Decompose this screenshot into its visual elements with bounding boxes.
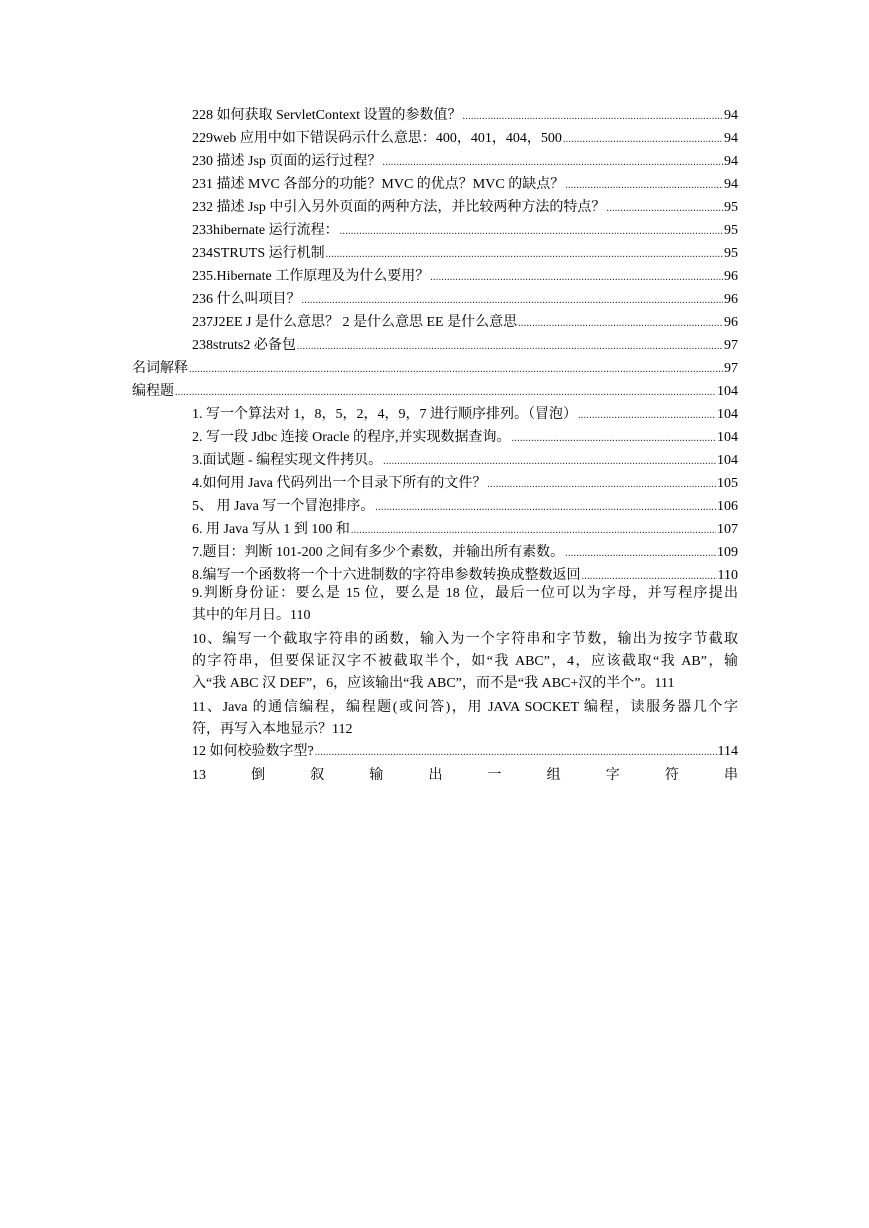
toc-entry-p7[interactable] bbox=[192, 542, 738, 564]
toc-entry-line: 10、编写一个截取字符串的函数，输入为一个字符串和字节数，输出为按字节截取 bbox=[192, 632, 738, 647]
toc-entry-char: 符 bbox=[664, 768, 679, 783]
toc-entry-char: 串 bbox=[723, 768, 738, 783]
toc-entry-page: 110 bbox=[717, 568, 738, 583]
toc-entry-title: 238struts2 必备包 bbox=[192, 338, 296, 353]
dot-leader bbox=[487, 474, 716, 496]
dot-leader bbox=[340, 221, 723, 243]
dot-leader bbox=[302, 290, 724, 312]
toc-entry-line: 9.判断身份证：要么是 15 位，要么是 18 位，最后一位可以为字母，并写程序提出 bbox=[192, 586, 738, 601]
toc-entry-228[interactable] bbox=[192, 105, 738, 127]
toc-entry-236[interactable] bbox=[192, 289, 738, 311]
toc-entry-title: 6. 用 Java 写从 1 到 100 和 bbox=[192, 522, 350, 537]
toc-entry-title: 236 什么叫项目？ bbox=[192, 292, 301, 307]
toc-entry-title: 12 如何校验数字型? bbox=[192, 744, 314, 759]
dot-leader bbox=[326, 244, 723, 266]
dot-leader bbox=[430, 267, 723, 289]
toc-entry-title: 233hibernate 运行流程： bbox=[192, 223, 339, 238]
dot-leader bbox=[351, 520, 716, 542]
dot-leader bbox=[518, 313, 723, 335]
toc-entry-p13[interactable] bbox=[192, 765, 738, 787]
toc-entry-p3[interactable] bbox=[192, 450, 738, 472]
dot-leader bbox=[463, 106, 724, 128]
toc-entry-line: 11、Java 的通信编程，编程题(或问答)，用 JAVA SOCKET 编程，读服务器几个字 bbox=[192, 700, 738, 715]
toc-entry-title: 234STRUTS 运行机制 bbox=[192, 246, 325, 261]
toc-section-programming[interactable] bbox=[132, 381, 738, 403]
toc-entry-page: 95 bbox=[724, 246, 738, 261]
toc-entry-page: 96 bbox=[724, 315, 738, 330]
toc-entry-231[interactable] bbox=[192, 174, 738, 196]
toc-entry-page: 114 bbox=[717, 744, 738, 759]
toc-entry-char: 出 bbox=[428, 768, 443, 783]
toc-entry-title: 235.Hibernate 工作原理及为什么要用？ bbox=[192, 269, 430, 284]
toc-entry-p5[interactable] bbox=[192, 496, 738, 518]
toc-entry-page: 107 bbox=[717, 522, 738, 537]
toc-entry-p6[interactable] bbox=[192, 519, 738, 541]
toc-entry-title: 1. 写一个算法对 1，8，5，2，4，9，7 进行顺序排列。（冒泡） bbox=[192, 407, 577, 422]
toc-entry-p10[interactable] bbox=[192, 629, 738, 695]
toc-entry-title: 230 描述 Jsp 页面的运行过程？ bbox=[192, 154, 382, 169]
dot-leader bbox=[189, 359, 723, 381]
toc-entry-page: 106 bbox=[717, 499, 738, 514]
dot-leader bbox=[375, 497, 716, 519]
toc-entry-char: 字 bbox=[605, 768, 620, 783]
toc-entry-p12[interactable] bbox=[192, 741, 738, 763]
dot-leader bbox=[578, 405, 716, 427]
toc-section-glossary[interactable] bbox=[132, 358, 738, 380]
toc-entry-title: 237J2EE J 是什么意思？ 2 是什么意思 EE 是什么意思 bbox=[192, 315, 518, 330]
toc-entry-page: 104 bbox=[717, 430, 738, 445]
toc-entry-title: 8.编写一个函数将一个十六进制数的字符串参数转换成整数返回 bbox=[192, 568, 581, 583]
toc-entry-title: 编程题 bbox=[132, 384, 174, 399]
toc-entry-237[interactable] bbox=[192, 312, 738, 334]
toc-entry-title: 2. 写一段 Jdbc 连接 Oracle 的程序,并实现数据查询。 bbox=[192, 430, 511, 445]
toc-entry-page: 94 bbox=[724, 177, 738, 192]
toc-entry-char: 叙 bbox=[310, 768, 325, 783]
toc-entry-p4[interactable] bbox=[192, 473, 738, 495]
toc-entry-title: 228 如何获取 ServletContext 设置的参数值？ bbox=[192, 108, 462, 123]
toc-entry-page: 94 bbox=[724, 131, 738, 146]
toc-entry-title: 4.如何用 Java 代码列出一个目录下所有的文件？ bbox=[192, 476, 487, 491]
toc-entry-title: 232 描述 Jsp 中引入另外页面的两种方法，并比较两种方法的特点？ bbox=[192, 200, 606, 215]
dot-leader bbox=[606, 198, 723, 220]
toc-entry-title: 名词解释 bbox=[132, 361, 188, 376]
toc-entry-page: 96 bbox=[724, 292, 738, 307]
toc-entry-title: 5、 用 Java 写一个冒泡排序。 bbox=[192, 499, 375, 514]
toc-entry-page: 110 bbox=[290, 608, 311, 623]
toc-entry-page: 94 bbox=[724, 108, 738, 123]
dot-leader bbox=[565, 175, 723, 197]
toc-entry-p9[interactable] bbox=[192, 583, 738, 627]
toc-entry-233[interactable] bbox=[192, 220, 738, 242]
toc-entry-page: 104 bbox=[717, 384, 738, 399]
toc-entry-char: 一 bbox=[487, 768, 502, 783]
dot-leader bbox=[383, 451, 716, 473]
toc-entry-char: 组 bbox=[546, 768, 561, 783]
toc-entry-232[interactable] bbox=[192, 197, 738, 219]
toc-entry-char: 输 bbox=[369, 768, 384, 783]
toc-entry-page: 111 bbox=[654, 676, 675, 691]
toc-entry-page: 95 bbox=[724, 200, 738, 215]
toc-entry-235[interactable] bbox=[192, 266, 738, 288]
toc-entry-page: 105 bbox=[717, 476, 738, 491]
toc-entry-title: 符，再写入本地显示？ bbox=[192, 722, 332, 737]
toc-entry-page: 95 bbox=[724, 223, 738, 238]
toc-entry-title: 3.面试题 - 编程实现文件拷贝。 bbox=[192, 453, 383, 468]
toc-entry-page: 94 bbox=[724, 154, 738, 169]
toc-entry-line: 的字符串，但要保证汉字不被截取半个，如“我 ABC”，4，应该截取“我 AB”，输 bbox=[192, 654, 738, 669]
toc-entry-page: 96 bbox=[724, 269, 738, 284]
toc-entry-lastline bbox=[192, 605, 738, 627]
toc-entry-page: 109 bbox=[717, 545, 738, 560]
toc-entry-page: 104 bbox=[717, 453, 738, 468]
toc-entry-page: 104 bbox=[717, 407, 738, 422]
toc-entry-title: 229web 应用中如下错误码示什么意思：400，401，404，500 bbox=[192, 131, 562, 146]
toc-entry-char: 倒 bbox=[251, 768, 266, 783]
dot-leader bbox=[297, 336, 723, 358]
toc-entry-page: 112 bbox=[332, 722, 353, 737]
toc-entry-p1[interactable] bbox=[192, 404, 738, 426]
toc-entry-title: 入“我 ABC 汉 DEF”，6，应该输出“我 ABC”，而不是“我 ABC+汉的半个”。 bbox=[192, 676, 655, 691]
toc-entry-lastline bbox=[192, 719, 738, 741]
dot-leader bbox=[511, 428, 716, 450]
dot-leader bbox=[563, 129, 723, 151]
toc-entry-229[interactable] bbox=[192, 128, 738, 150]
toc-entry-title: 231 描述 MVC 各部分的功能？MVC 的优点？MVC 的缺点？ bbox=[192, 177, 565, 192]
toc-entry-page: 97 bbox=[724, 338, 738, 353]
toc-entry-lastline bbox=[192, 673, 738, 695]
toc-entry-title: 其中的年月日。 bbox=[192, 608, 290, 623]
toc-entry-234[interactable] bbox=[192, 243, 738, 265]
toc-entry-title: 7.题目：判断 101-200 之间有多少个素数，并输出所有素数。 bbox=[192, 545, 565, 560]
dot-leader bbox=[382, 152, 723, 174]
dot-leader bbox=[315, 742, 717, 764]
toc-entry-238[interactable] bbox=[192, 335, 738, 357]
toc-entry-char: 13 bbox=[192, 768, 206, 783]
toc-entry-p2[interactable] bbox=[192, 427, 738, 449]
dot-leader bbox=[175, 382, 716, 404]
dot-leader bbox=[565, 543, 716, 565]
toc-entry-page: 97 bbox=[724, 361, 738, 376]
toc-entry-p11[interactable] bbox=[192, 697, 738, 741]
toc-entry-230[interactable] bbox=[192, 151, 738, 173]
